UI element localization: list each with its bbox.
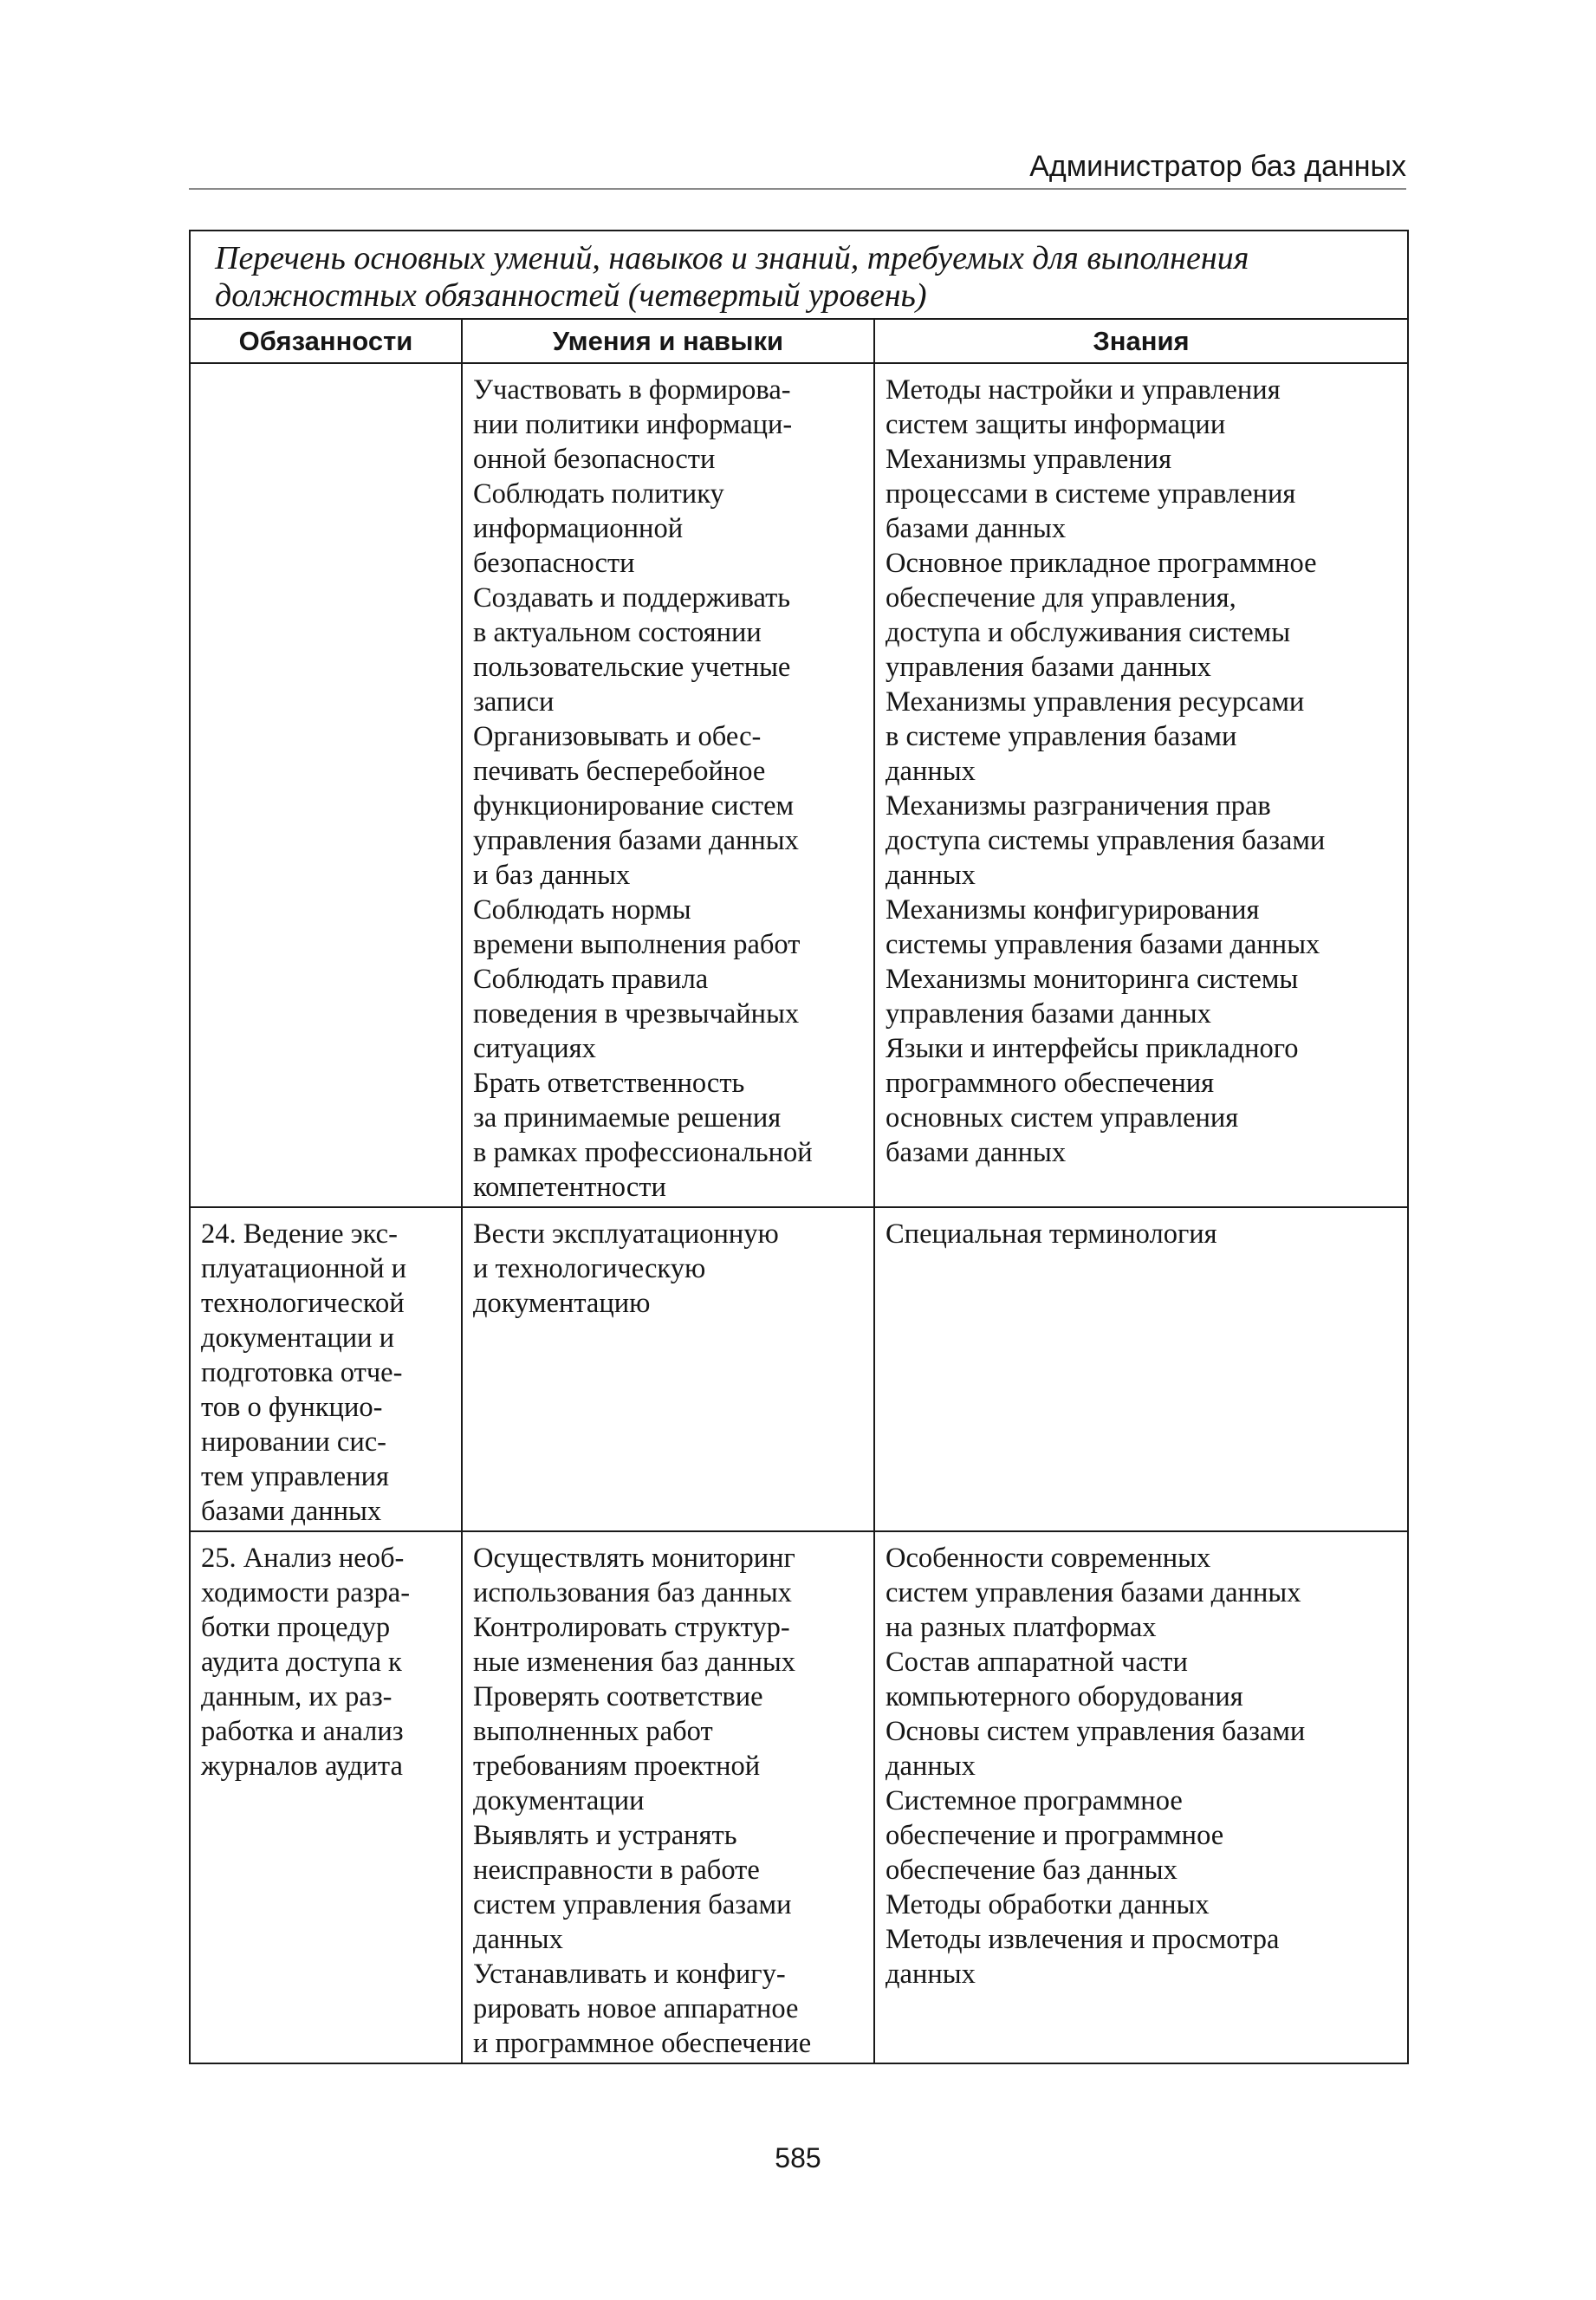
cell-line: журналов аудита — [201, 1751, 403, 1782]
cell-line: ные изменения баз данных — [473, 1647, 795, 1678]
cell-line: Вести эксплуатационную — [473, 1218, 779, 1250]
cell-line: за принимаемые решения — [473, 1102, 782, 1134]
cell-line: и технологическую — [473, 1253, 706, 1284]
cell-line: Механизмы управления ресурсами — [886, 686, 1305, 718]
skills-cell — [462, 363, 874, 1207]
cell-line: Методы настройки и управления — [886, 374, 1281, 406]
cell-line: управления базами данных — [886, 998, 1211, 1030]
cell-line: Брать ответственность — [473, 1068, 745, 1099]
cell-line: Методы обработки данных — [886, 1889, 1210, 1920]
table-row — [190, 1207, 1408, 1531]
cell-line: Системное программное — [886, 1785, 1183, 1816]
cell-line: требованиям проектной — [473, 1751, 761, 1782]
cell-line: времени выполнения работ — [473, 929, 801, 960]
cell-line: выполненных работ — [473, 1716, 713, 1747]
cell-line: базами данных — [201, 1496, 382, 1527]
cell-line: Специальная терминология — [886, 1218, 1217, 1250]
skills-cell — [462, 1207, 874, 1531]
cell-line: безопасности — [473, 548, 635, 579]
cell-line: информационной — [473, 513, 684, 544]
cell-line: Организовывать и обес- — [473, 721, 762, 752]
table-row — [190, 1531, 1408, 2063]
cell-line: базами данных — [886, 513, 1067, 544]
cell-line: управления базами данных — [886, 652, 1211, 683]
cell-line: Участвовать в формирова- — [473, 374, 791, 406]
cell-line: тем управления — [201, 1461, 389, 1492]
cell-line: Механизмы управления — [886, 444, 1172, 475]
cell-line: пользовательские учетные — [473, 652, 791, 683]
cell-line: управления базами данных — [473, 825, 799, 856]
knowledge-cell — [874, 1531, 1408, 2063]
cell-line: работка и анализ — [201, 1716, 404, 1747]
table-caption-row — [190, 231, 1408, 319]
table-caption — [190, 231, 1408, 319]
cell-line: компетентности — [473, 1172, 666, 1203]
cell-line: подготовка отче- — [201, 1357, 403, 1388]
cell-line: Устанавливать и конфигу- — [473, 1959, 786, 1990]
cell-line: функционирование систем — [473, 790, 795, 822]
duty-cell — [190, 1207, 462, 1531]
cell-line: Механизмы мониторинга системы — [886, 964, 1299, 995]
cell-line: тов о функцио- — [201, 1392, 383, 1423]
cell-line: доступа и обслуживания системы — [886, 617, 1291, 648]
page-number: 585 — [775, 2142, 821, 2173]
cell-line: технологической — [201, 1288, 405, 1319]
cell-line: документацию — [473, 1288, 651, 1319]
cell-line: и программное обеспечение — [473, 2028, 812, 2059]
duties-table — [189, 230, 1409, 2064]
cell-line: нии политики информаци- — [473, 409, 793, 440]
cell-line: в рамках профессиональной — [473, 1137, 813, 1168]
cell-line: обеспечение для управления, — [886, 582, 1236, 614]
cell-line: Соблюдать политику — [473, 478, 724, 510]
cell-line: Языки и интерфейсы прикладного — [886, 1033, 1299, 1064]
cell-line: плуатационной и — [201, 1253, 407, 1284]
caption-line: Перечень основных умений, навыков и знаний, требуемых для выполнения — [215, 240, 1249, 276]
cell-line: Основы систем управления базами — [886, 1716, 1306, 1747]
cell-line: на разных платформах — [886, 1612, 1157, 1643]
cell-line: неисправности в работе — [473, 1855, 760, 1886]
cell-line: компьютерного оборудования — [886, 1681, 1243, 1712]
column-header-knowledge: Знания — [874, 319, 1408, 363]
cell-line: Механизмы разграничения прав — [886, 790, 1271, 822]
cell-line: поведения в чрезвычайных — [473, 998, 800, 1030]
cell-line: ботки процедур — [201, 1612, 391, 1643]
cell-line: систем защиты информации — [886, 409, 1226, 440]
column-header-skills: Умения и навыки — [462, 319, 874, 363]
cell-line: онной безопасности — [473, 444, 716, 475]
cell-line: Проверять соответствие — [473, 1681, 763, 1712]
column-header-duties: Обязанности — [190, 319, 462, 363]
cell-line: Соблюдать правила — [473, 964, 709, 995]
cell-line: Создавать и поддерживать — [473, 582, 791, 614]
table-row — [190, 363, 1408, 1207]
cell-line: системы управления базами данных — [886, 929, 1320, 960]
knowledge-cell — [874, 363, 1408, 1207]
cell-line: данных — [886, 860, 976, 891]
cell-line: записи — [473, 686, 555, 718]
cell-line: Особенности современных — [886, 1543, 1211, 1574]
table-body — [190, 363, 1408, 2063]
cell-line: Основное прикладное программное — [886, 548, 1317, 579]
cell-line: в актуальном состоянии — [473, 617, 762, 648]
cell-line: Методы извлечения и просмотра — [886, 1924, 1280, 1955]
cell-line: Осуществлять мониторинг — [473, 1543, 795, 1574]
duty-cell — [190, 363, 462, 1207]
cell-line: 24. Ведение экс- — [201, 1218, 398, 1250]
cell-line: Контролировать структур- — [473, 1612, 790, 1643]
skills-cell — [462, 1531, 874, 2063]
cell-line: программного обеспечения — [886, 1068, 1215, 1099]
cell-line: Механизмы конфигурирования — [886, 894, 1260, 926]
cell-line: Соблюдать нормы — [473, 894, 691, 926]
cell-line: документации — [473, 1785, 645, 1816]
cell-line: обеспечение и программное — [886, 1820, 1224, 1851]
running-header: Администратор баз данных — [1029, 150, 1406, 183]
cell-line: данным, их раз- — [201, 1681, 393, 1712]
cell-line: нировании сис- — [201, 1426, 386, 1458]
cell-line: процессами в системе управления — [886, 478, 1296, 510]
column-header-row — [190, 319, 1408, 363]
cell-line: обеспечение баз данных — [886, 1855, 1178, 1886]
cell-line: данных — [886, 756, 976, 787]
cell-line: 25. Анализ необ- — [201, 1543, 405, 1574]
cell-line: документации и — [201, 1322, 395, 1354]
header-rule — [189, 188, 1406, 190]
cell-line: данных — [473, 1924, 563, 1955]
cell-line: в системе управления базами — [886, 721, 1237, 752]
cell-line: данных — [886, 1959, 976, 1990]
cell-line: печивать бесперебойное — [473, 756, 766, 787]
cell-line: использования баз данных — [473, 1577, 792, 1608]
cell-line: основных систем управления — [886, 1102, 1239, 1134]
duty-cell — [190, 1531, 462, 2063]
cell-line: доступа системы управления базами — [886, 825, 1326, 856]
cell-line: рировать новое аппаратное — [473, 1993, 799, 2024]
knowledge-cell — [874, 1207, 1408, 1531]
cell-line: систем управления базами — [473, 1889, 792, 1920]
cell-line: систем управления базами данных — [886, 1577, 1301, 1608]
cell-line: и баз данных — [473, 860, 631, 891]
cell-line: Выявлять и устранять — [473, 1820, 737, 1851]
cell-line: базами данных — [886, 1137, 1067, 1168]
cell-line: ходимости разра- — [201, 1577, 411, 1608]
cell-line: ситуациях — [473, 1033, 596, 1064]
cell-line: данных — [886, 1751, 976, 1782]
cell-line: Состав аппаратной части — [886, 1647, 1188, 1678]
caption-line: должностных обязанностей (четвертый уровень) — [215, 277, 927, 314]
cell-line: аудита доступа к — [201, 1647, 402, 1678]
